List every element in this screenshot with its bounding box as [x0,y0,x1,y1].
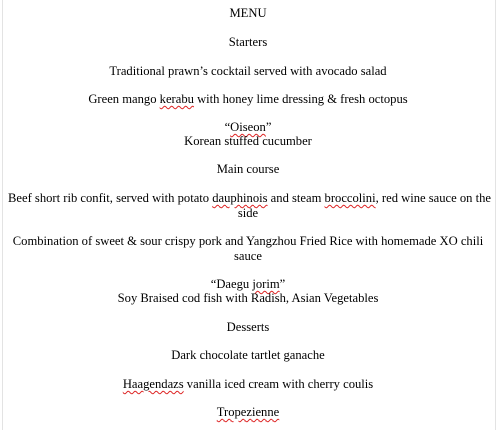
main-item-1-line-2: side [237,206,259,220]
desserts-heading: Desserts [226,320,270,334]
spellcheck-word: Haagendazs [122,377,184,391]
main-item-1-text-a: Beef short rib confit, served with potato [8,191,213,205]
main-item-3-text-a: “Daegu [210,277,253,291]
main-item-3-text-b: ” [279,277,286,291]
spellcheck-word: broccolini [324,191,376,205]
main-item-1-text-b: and steam [267,191,325,205]
dessert-item-2-text: vanilla iced cream with cherry coulis [183,377,374,391]
main-item-3-description: Soy Braised cod fish with Radish, Asian Vegetables [117,291,379,305]
dessert-item-3 [8,405,488,420]
spellcheck-word: Tropezienne [216,405,280,419]
main-item-1-line-1 [8,191,492,206]
starter-item-2 [8,92,488,107]
spellcheck-word: dauphinois [212,191,268,205]
main-item-2-line-2: sauce [234,249,262,263]
main-course-heading: Main course [216,162,280,176]
starter-item-1: Traditional prawn’s cocktail served with avocado salad [109,64,387,78]
starter-item-2-text-b: with honey lime dressing & fresh octopus [193,92,408,106]
main-item-3-name [8,277,488,292]
dessert-item-1: Dark chocolate tartlet ganache [171,348,325,362]
starter-item-3-name [8,120,488,135]
starters-heading: Starters [228,35,268,49]
spellcheck-word: kerabu [159,92,194,106]
dessert-item-2 [8,377,488,392]
main-item-2-line-1: Combination of sweet & sour crispy pork and Yangzhou Fried Rice with homemade XO chili [12,234,484,248]
page-left-edge [2,0,3,430]
starter-item-3-description: Korean stuffed cucumber [184,134,312,148]
spellcheck-word: jorim [252,277,280,291]
close-quote: ” [265,120,272,134]
menu-title: MENU [229,6,267,20]
spellcheck-word: Oiseon [230,120,266,134]
open-quote: “ [224,120,231,134]
main-item-1-text-c: , red wine sauce on the [375,191,492,205]
starter-item-2-text-a: Green mango [88,92,160,106]
